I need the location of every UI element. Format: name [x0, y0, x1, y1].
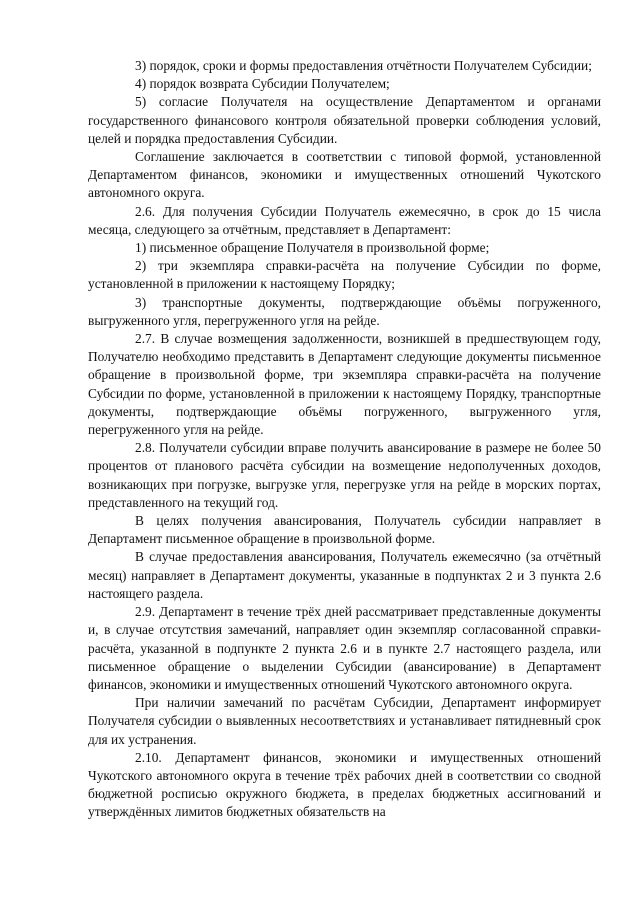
paragraph-2-6-item-3: 3) транспортные документы, подтверждающие объёмы погруженного, выгруженного угля, перегруженного угля на рейде.	[88, 294, 601, 328]
paragraph-remarks: При наличии замечаний по расчётам Субсидии, Департамент информирует Получателя субсидии о выявленных несоответствиях и устанавливает пятидневный срок для их устранения.	[88, 695, 601, 747]
paragraph-2-9: 2.9. Департамент в течение трёх дней рассматривает представленные документы и, в случае отсутствия замечаний, направляет один экземпляр согласованной справки-расчёта, указанной в подпункте 2 пункта 2.6 и в пункте 2.7 настоящего раздела, или письменное обращение о выделении Субсидии (авансирование) в Департамент финансов, экономики и имущественных отношений Чукотского автономного округа.	[88, 604, 601, 692]
paragraph-subitem-4: 4) порядок возврата Субсидии Получателем;	[135, 76, 390, 92]
paragraph-subitem-3: 3) порядок, сроки и формы предоставления отчётности Получателем Субсидии;	[135, 58, 592, 73]
paragraph-2-10: 2.10. Департамент финансов, экономики и имущественных отношений Чукотского автономного округа в течение трёх рабочих дней в соответствии со сводной бюджетной росписью окружного бюджета, в пределах бюджетных ассигнований и утверждённых лимитов бюджетных обязательств на	[88, 749, 601, 820]
paragraph-agreement-form: Соглашение заключается в соответствии с типовой формой, установленной Департаментом финансов, экономики и имущественных отношений Чукотского автономного округа.	[88, 149, 601, 201]
document-page	[88, 57, 601, 822]
paragraph-subitem-5: 5) согласие Получателя на осуществление Департаментом и органами государственного финансового контроля обязательной проверки соблюдения условий, целей и порядка предоставления Субсидии.	[88, 94, 601, 146]
paragraph-2-6-item-1: 1) письменное обращение Получателя в произвольной форме;	[135, 240, 490, 256]
paragraph-2-6-item-2: 2) три экземпляра справки-расчёта на получение Субсидии по форме, установленной в приложении к настоящему Порядку;	[88, 258, 601, 292]
paragraph-advance-request: В целях получения авансирования, Получатель субсидии направляет в Департамент письменное обращение в произвольной форме.	[88, 513, 601, 547]
paragraph-advance-reporting: В случае предоставления авансирования, Получатель ежемесячно (за отчётный месяц) направляет в Департамент документы, указанные в подпунктах 2 и 3 пункта 2.6 настоящего раздела.	[88, 549, 601, 601]
paragraph-2-6: 2.6. Для получения Субсидии Получатель ежемесячно, в срок до 15 числа месяца, следующего за отчётным, представляет в Департамент:	[88, 203, 601, 237]
paragraph-2-7: 2.7. В случае возмещения задолженности, возникшей в предшествующем году, Получателю необходимо представить в Департамент следующие документы письменное обращение в произвольной форме, три экземпляра справки-расчёта на получение Субсидии по форме, установленной в приложении к настоящему Порядку, транспортные документы, подтверждающие объёмы погруженного, выгруженного угля, перегруженного угля на рейде.	[88, 331, 601, 438]
paragraph-2-8: 2.8. Получатели субсидии вправе получить авансирование в размере не более 50 процентов от планового расчёта субсидии на возмещение недополученных доходов, возникающих при погрузке, выгрузке угля, перегрузке угля на рейде в морских портах, представленного на текущий год.	[88, 440, 601, 510]
